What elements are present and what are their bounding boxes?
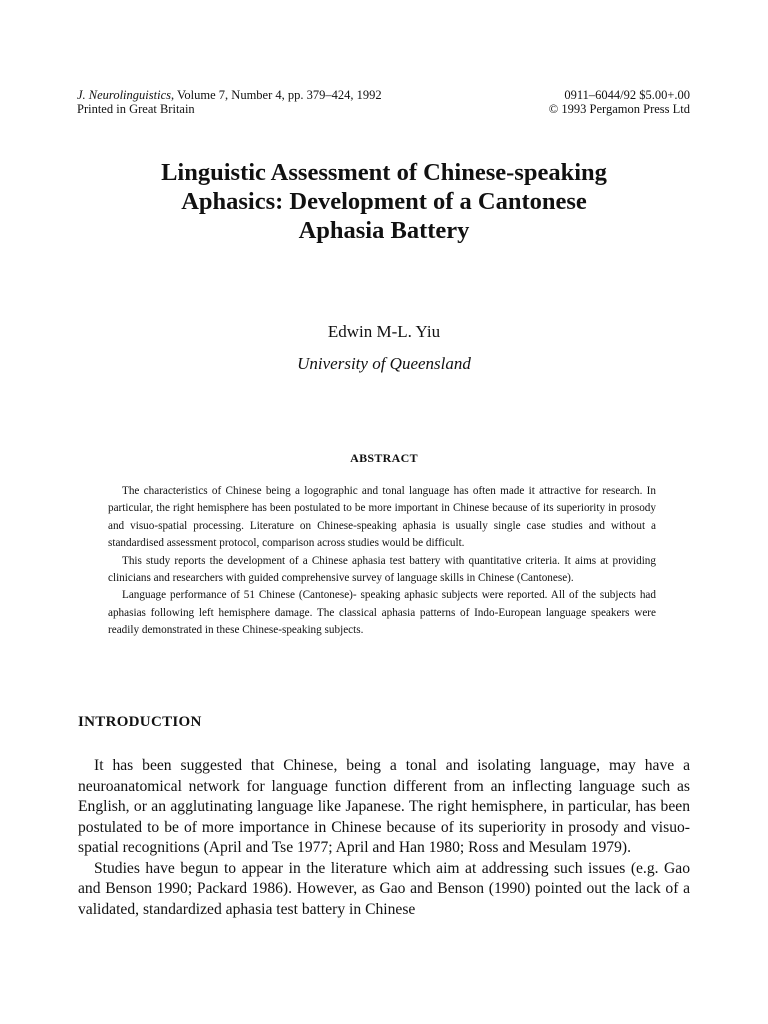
- title-line-3: Aphasia Battery: [298, 217, 470, 244]
- article-title: [60, 158, 708, 245]
- header-row-1: [77, 88, 690, 102]
- running-header: [77, 88, 690, 116]
- abstract-paragraph: Language performance of 51 Chinese (Cantonese)- speaking aphasic subjects were reported. All of the subjects had aphasias following left hemisphere damage. The classical aphasia patterns of Indo-European language speakers were readily demonstrated in these Chinese-speaking subjects.: [108, 589, 656, 637]
- journal-citation: [77, 88, 382, 102]
- body-paragraph: It has been suggested that Chinese, being a tonal and isolating language, may have a neuroanatomical network for language function different from an inflecting language such as English, or an agglutinating language like Japanese. The right hemisphere, in particular, has been postulated to be of more importance in Chinese because of its superiority in prosody and visuo-spatial recognitions (April and Tse 1977; April and Han 1980; Ross and Mesulam 1979).: [78, 757, 690, 856]
- title-line-1: Linguistic Assessment of Chinese-speaking: [161, 159, 607, 186]
- author-name: Edwin M-L. Yiu: [327, 322, 441, 341]
- abstract-body: [108, 483, 656, 640]
- journal-name: J. Neurolinguistics: [77, 88, 171, 102]
- copyright-notice: © 1993 Pergamon Press Ltd: [548, 102, 690, 116]
- abstract-paragraph: The characteristics of Chinese being a logographic and tonal language has often made it attractive for research. In particular, the right hemisphere has been postulated to be more important in Chinese because of its superiority in prosody and visuo-spatial processing. Literature on Chinese-speaking aphasia is usually single case studies and without a standardised assessment protocol, comparison across studies would be difficult.: [108, 485, 656, 550]
- introduction-heading: INTRODUCTION: [78, 714, 202, 730]
- title-line-2: Aphasics: Development of a Cantonese: [181, 188, 587, 215]
- printed-in: Printed in Great Britain: [77, 102, 195, 116]
- introduction-body: [78, 756, 690, 920]
- abstract-paragraph: This study reports the development of a Chinese aphasia test battery with quantitative criteria. It aims at providing clinicians and researchers with guided comprehensive survey of language skills in Chinese (Cantonese).: [108, 554, 656, 585]
- price-code: 0911–6044/92 $5.00+.00: [564, 88, 690, 102]
- header-row-2: [77, 102, 690, 116]
- volume-info: , Volume 7, Number 4, pp. 379–424, 1992: [170, 88, 382, 102]
- body-paragraph: Studies have begun to appear in the literature which aim at addressing such issues (e.g. Gao and Benson 1990; Packard 1986). However, as Gao and Benson (1990) pointed out the lack of a validated, standardized aphasia test battery in Chinese: [78, 859, 690, 918]
- author-affiliation: University of Queensland: [297, 354, 471, 373]
- abstract-heading: ABSTRACT: [350, 451, 418, 465]
